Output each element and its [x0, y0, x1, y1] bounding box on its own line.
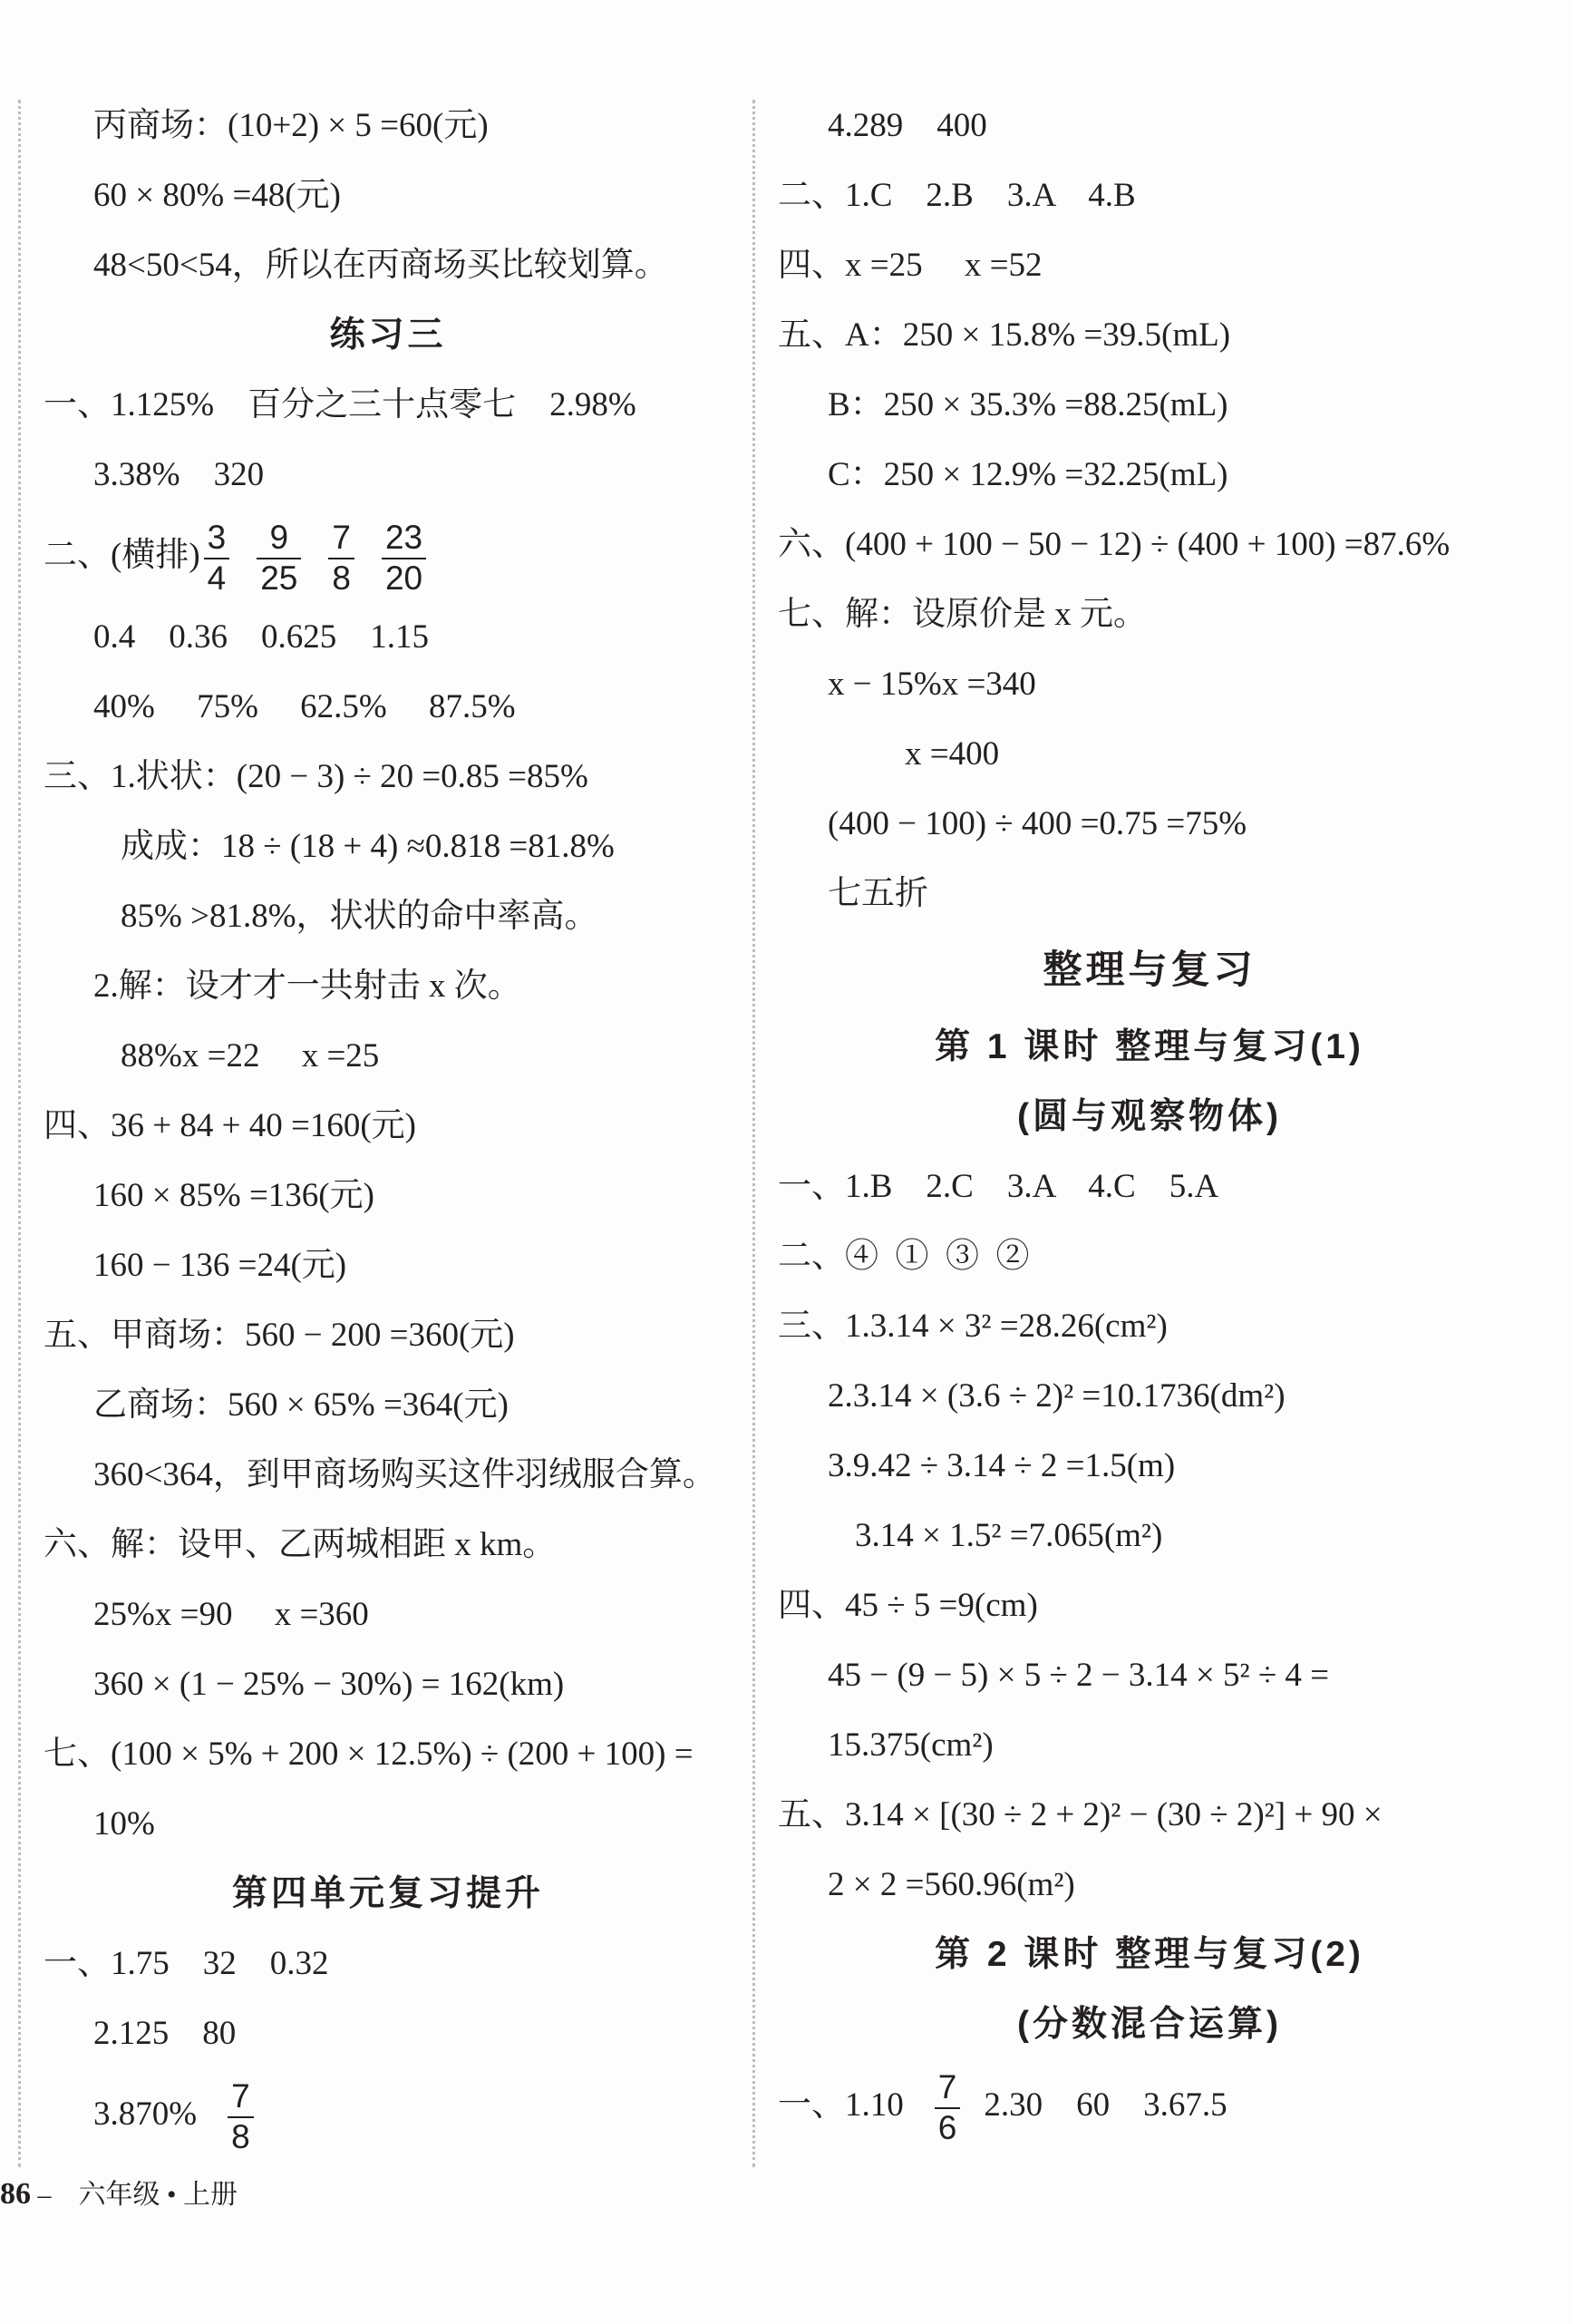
answer-line-fractions: [44, 510, 733, 602]
fraction: [382, 519, 426, 598]
answer-text: B：250 × 35.3% =88.25(mL): [828, 386, 1228, 423]
answer-line-fraction: [778, 2059, 1521, 2152]
answer-line: [44, 1091, 733, 1161]
answer-text: 0.4 0.36 0.625 1.15: [93, 618, 429, 656]
answer-text: 160 × 85% =136(元): [93, 1177, 374, 1214]
answer-text: 15.375(cm²): [828, 1726, 994, 1764]
answer-line: [44, 1580, 733, 1649]
answer-text: 四、x =25 x =52: [778, 247, 1043, 284]
answer-line: [778, 1780, 1521, 1850]
fraction-denominator: 4: [207, 559, 227, 597]
answer-line: [778, 91, 1521, 160]
answer-line: [44, 1649, 733, 1719]
answer-text: 2 × 2 =560.96(m²): [828, 1866, 1075, 1903]
answer-text: x =400: [905, 735, 1000, 773]
answer-text: 一、1.10: [778, 2086, 904, 2124]
section-heading: 第 2 课时 整理与复习(2): [935, 1935, 1364, 1974]
fraction: [228, 2077, 254, 2156]
answer-line: [44, 91, 733, 160]
answer-text: 2.解：设才才一共射击 x 次。: [93, 968, 521, 1005]
answer-text: 六、(400 + 100 − 50 − 12) ÷ (400 + 100) =87.6%: [778, 526, 1451, 563]
fraction: [257, 519, 301, 598]
left-margin-divider: [18, 100, 21, 2167]
answer-line: [44, 160, 733, 230]
answer-line: [44, 1370, 733, 1440]
answer-text: 3.38% 320: [93, 456, 265, 493]
answer-text: C：250 × 12.9% =32.25(mL): [828, 456, 1228, 493]
answer-text: 2.30 60 3.67.5: [984, 2086, 1228, 2124]
column-divider: [752, 100, 755, 2167]
answer-line: [778, 719, 1521, 789]
fraction-denominator: 20: [384, 559, 423, 597]
section-heading: 第 1 课时 整理与复习(1): [935, 1027, 1364, 1066]
answer-line: [778, 1501, 1521, 1570]
answer-line: [44, 1510, 733, 1580]
answer-line: [44, 370, 733, 440]
answer-text: 45 − (9 − 5) × 5 ÷ 2 − 3.14 × 5² ÷ 4 =: [828, 1657, 1330, 1694]
answer-text: 五、3.14 × [(30 ÷ 2 + 2)² − (30 ÷ 2)²] + 90 ×: [778, 1796, 1383, 1833]
fraction-numerator: 3: [204, 519, 230, 559]
answer-line: [44, 951, 733, 1021]
answer-text: 二、1.C 2.B 3.A 4.B: [778, 177, 1136, 214]
answer-text: 丙商场：(10+2) × 5 =60(元): [93, 107, 489, 144]
answer-text: 360<364，到甲商场购买这件羽绒服合算。: [93, 1456, 716, 1493]
answer-text: 85% >81.8%，状状的命中率高。: [121, 898, 598, 935]
section-heading: 练习三: [329, 316, 447, 355]
answer-text: 3.9.42 ÷ 3.14 ÷ 2 =1.5(m): [828, 1447, 1176, 1484]
answer-line: [44, 602, 733, 672]
answer-line: [778, 370, 1521, 440]
answer-text: 成成：18 ÷ (18 + 4) ≈0.818 =81.8%: [121, 828, 615, 865]
right-column: [778, 91, 1521, 2152]
answer-line: [44, 1021, 733, 1091]
answer-line: [44, 672, 733, 742]
answer-text: 一、1.75 32 0.32: [44, 1945, 329, 1982]
answer-line: [778, 789, 1521, 859]
answer-line: [778, 1152, 1521, 1221]
page-number: 86: [0, 2177, 31, 2211]
answer-text: 七、(100 × 5% + 200 × 12.5%) ÷ (200 + 100) =: [44, 1736, 694, 1773]
footer-dash: –: [37, 2180, 52, 2210]
answer-text: 4.289 400: [828, 107, 987, 144]
answer-text: 360 × (1 − 25% − 30%) = 162(km): [93, 1666, 565, 1703]
answer-line: [778, 1431, 1521, 1501]
answer-line: [778, 230, 1521, 300]
fraction-numerator: 7: [328, 519, 354, 559]
answer-line: [778, 649, 1521, 719]
answer-line: [44, 1440, 733, 1510]
answer-line: [44, 1998, 733, 2068]
answer-text: 三、1.状状：(20 − 3) ÷ 20 =0.85 =85%: [44, 758, 588, 795]
answer-line: [778, 1291, 1521, 1361]
answer-line: [44, 1929, 733, 1998]
section-heading: (圆与观察物体): [1017, 1097, 1282, 1136]
answer-text: 五、A：250 × 15.8% =39.5(mL): [778, 316, 1231, 354]
answer-line: [778, 1221, 1521, 1291]
answer-line: [44, 440, 733, 510]
answer-text: 2.125 80: [93, 2015, 237, 2052]
answer-text: 48<50<54，所以在丙商场买比较划算。: [93, 247, 668, 284]
left-column: [44, 91, 733, 2161]
fraction-denominator: 25: [260, 559, 298, 597]
fraction: [204, 519, 230, 598]
answer-text: 七、解：设原价是 x 元。: [778, 596, 1147, 633]
answer-text: 40% 75% 62.5% 87.5%: [93, 688, 516, 725]
answer-line-fraction: [44, 2068, 733, 2161]
answer-text: 二、④ ① ③ ②: [778, 1238, 1030, 1275]
answer-line: [44, 1161, 733, 1230]
answer-text: 五、甲商场：560 − 200 =360(元): [44, 1317, 515, 1354]
answer-line: [778, 510, 1521, 579]
answer-prefix: 二、(横排): [44, 537, 200, 574]
answer-line: [778, 579, 1521, 649]
answer-line: [44, 742, 733, 812]
answer-line: [778, 1710, 1521, 1780]
answer-text: 160 − 136 =24(元): [93, 1247, 347, 1284]
section-heading: 整理与复习: [1043, 948, 1257, 992]
answer-text: x − 15%x =340: [828, 666, 1036, 703]
footer-grade-label: 六年级 • 上册: [78, 2180, 238, 2210]
answer-line: [44, 812, 733, 881]
answer-text: 88%x =22 x =25: [121, 1037, 380, 1074]
answer-line: [778, 1570, 1521, 1640]
answer-text: 三、1.3.14 × 3² =28.26(cm²): [778, 1308, 1168, 1345]
fraction-numerator: 23: [382, 519, 426, 559]
answer-line: [778, 1850, 1521, 1920]
answer-line: [44, 881, 733, 951]
answer-line: [44, 230, 733, 300]
answer-text: 10%: [93, 1805, 155, 1843]
fraction-denominator: 8: [231, 2117, 250, 2155]
answer-text: 七五折: [828, 875, 928, 912]
answer-text: (400 − 100) ÷ 400 =0.75 =75%: [828, 805, 1247, 842]
fraction-denominator: 8: [332, 559, 351, 597]
answer-line: [778, 859, 1521, 929]
fraction: [328, 519, 354, 598]
answer-text: 2.3.14 × (3.6 ÷ 2)² =10.1736(dm²): [828, 1377, 1286, 1415]
fraction-numerator: 9: [257, 519, 301, 559]
answer-line: [778, 1361, 1521, 1431]
answer-text: 六、解：设甲、乙两城相距 x km。: [44, 1526, 557, 1563]
answer-text: 乙商场：560 × 65% =364(元): [93, 1386, 509, 1424]
answer-text: 四、45 ÷ 5 =9(cm): [778, 1587, 1038, 1624]
answer-line: [44, 1300, 733, 1370]
page-footer: [0, 2172, 238, 2212]
answer-line: [778, 440, 1521, 510]
fraction-numerator: 7: [228, 2077, 254, 2118]
section-heading: 第四单元复习提升: [231, 1874, 544, 1913]
fraction: [935, 2068, 961, 2147]
answer-text: 60 × 80% =48(元): [93, 177, 341, 214]
answer-text: 25%x =90 x =360: [93, 1596, 369, 1633]
answer-text: 3.14 × 1.5² =7.065(m²): [855, 1517, 1163, 1554]
fraction-numerator: 7: [935, 2068, 961, 2109]
answer-line: [778, 1640, 1521, 1710]
section-heading: (分数混合运算): [1017, 2005, 1282, 2044]
answer-text: 四、36 + 84 + 40 =160(元): [44, 1107, 416, 1144]
answer-line: [44, 1719, 733, 1789]
answer-text: 一、1.B 2.C 3.A 4.C 5.A: [778, 1168, 1219, 1205]
answer-line: [44, 1230, 733, 1300]
answer-text: 3.870%: [93, 2095, 198, 2133]
answer-line: [778, 160, 1521, 230]
answer-line: [778, 300, 1521, 370]
answer-line: [44, 1789, 733, 1859]
answer-text: 一、1.125% 百分之三十点零七 2.98%: [44, 386, 636, 423]
fraction-denominator: 6: [937, 2108, 957, 2146]
